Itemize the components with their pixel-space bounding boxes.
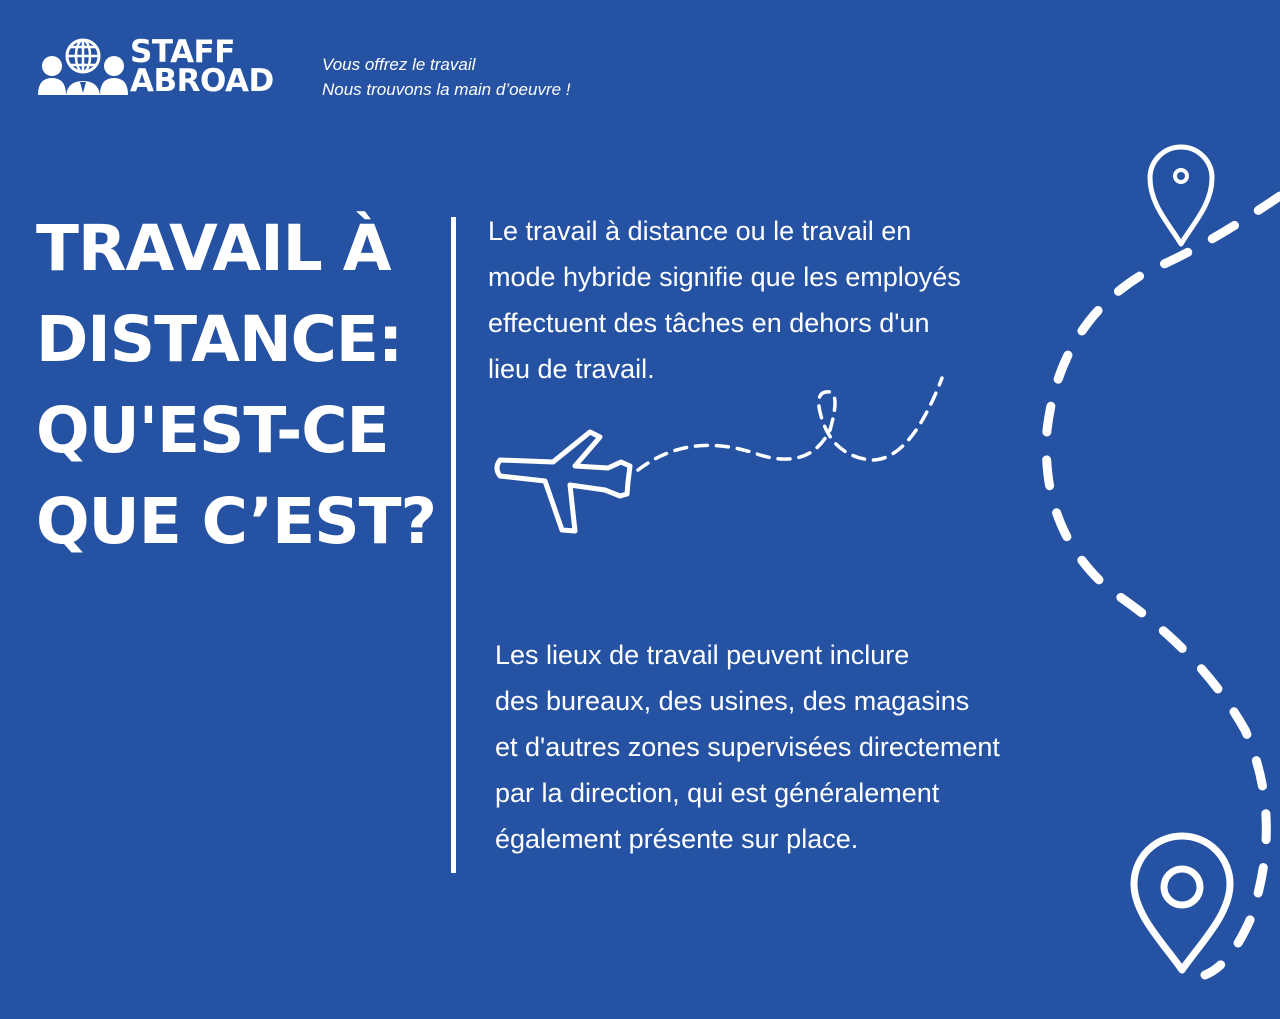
paragraph-line: mode hybride signifie que les employés xyxy=(488,262,961,292)
location-pin-icon xyxy=(1134,836,1230,970)
flight-trail xyxy=(638,378,942,470)
paragraph-line: également présente sur place. xyxy=(495,824,859,854)
tagline-line2: Nous trouvons la main d’oeuvre ! xyxy=(322,80,571,99)
location-pin-icon xyxy=(1150,147,1212,244)
paragraph-line: et d'autres zones supervisées directement xyxy=(495,732,1000,762)
route-dashed-line xyxy=(1046,196,1280,975)
paragraph-line: effectuent des tâches en dehors d'un xyxy=(488,308,930,338)
paragraph-line: Les lieux de travail peuvent inclure xyxy=(495,640,910,670)
paragraph-line: lieu de travail. xyxy=(488,354,655,384)
title-line: QU'EST-CE xyxy=(36,394,389,467)
paragraph-line: des bureaux, des usines, des magasins xyxy=(495,686,970,716)
airplane-icon xyxy=(497,432,630,531)
paragraph-line: par la direction, qui est généralement xyxy=(495,778,940,808)
paragraph-line: Le travail à distance ou le travail en xyxy=(488,216,912,246)
brand-name-line2: ABROAD xyxy=(130,63,274,99)
tagline-line1: Vous offrez le travail xyxy=(322,55,476,74)
title-line: TRAVAIL À xyxy=(36,212,391,285)
brand-name-line1: STAFF xyxy=(130,34,235,70)
title-line: QUE C’EST? xyxy=(36,485,437,558)
title-line: DISTANCE: xyxy=(36,303,403,376)
